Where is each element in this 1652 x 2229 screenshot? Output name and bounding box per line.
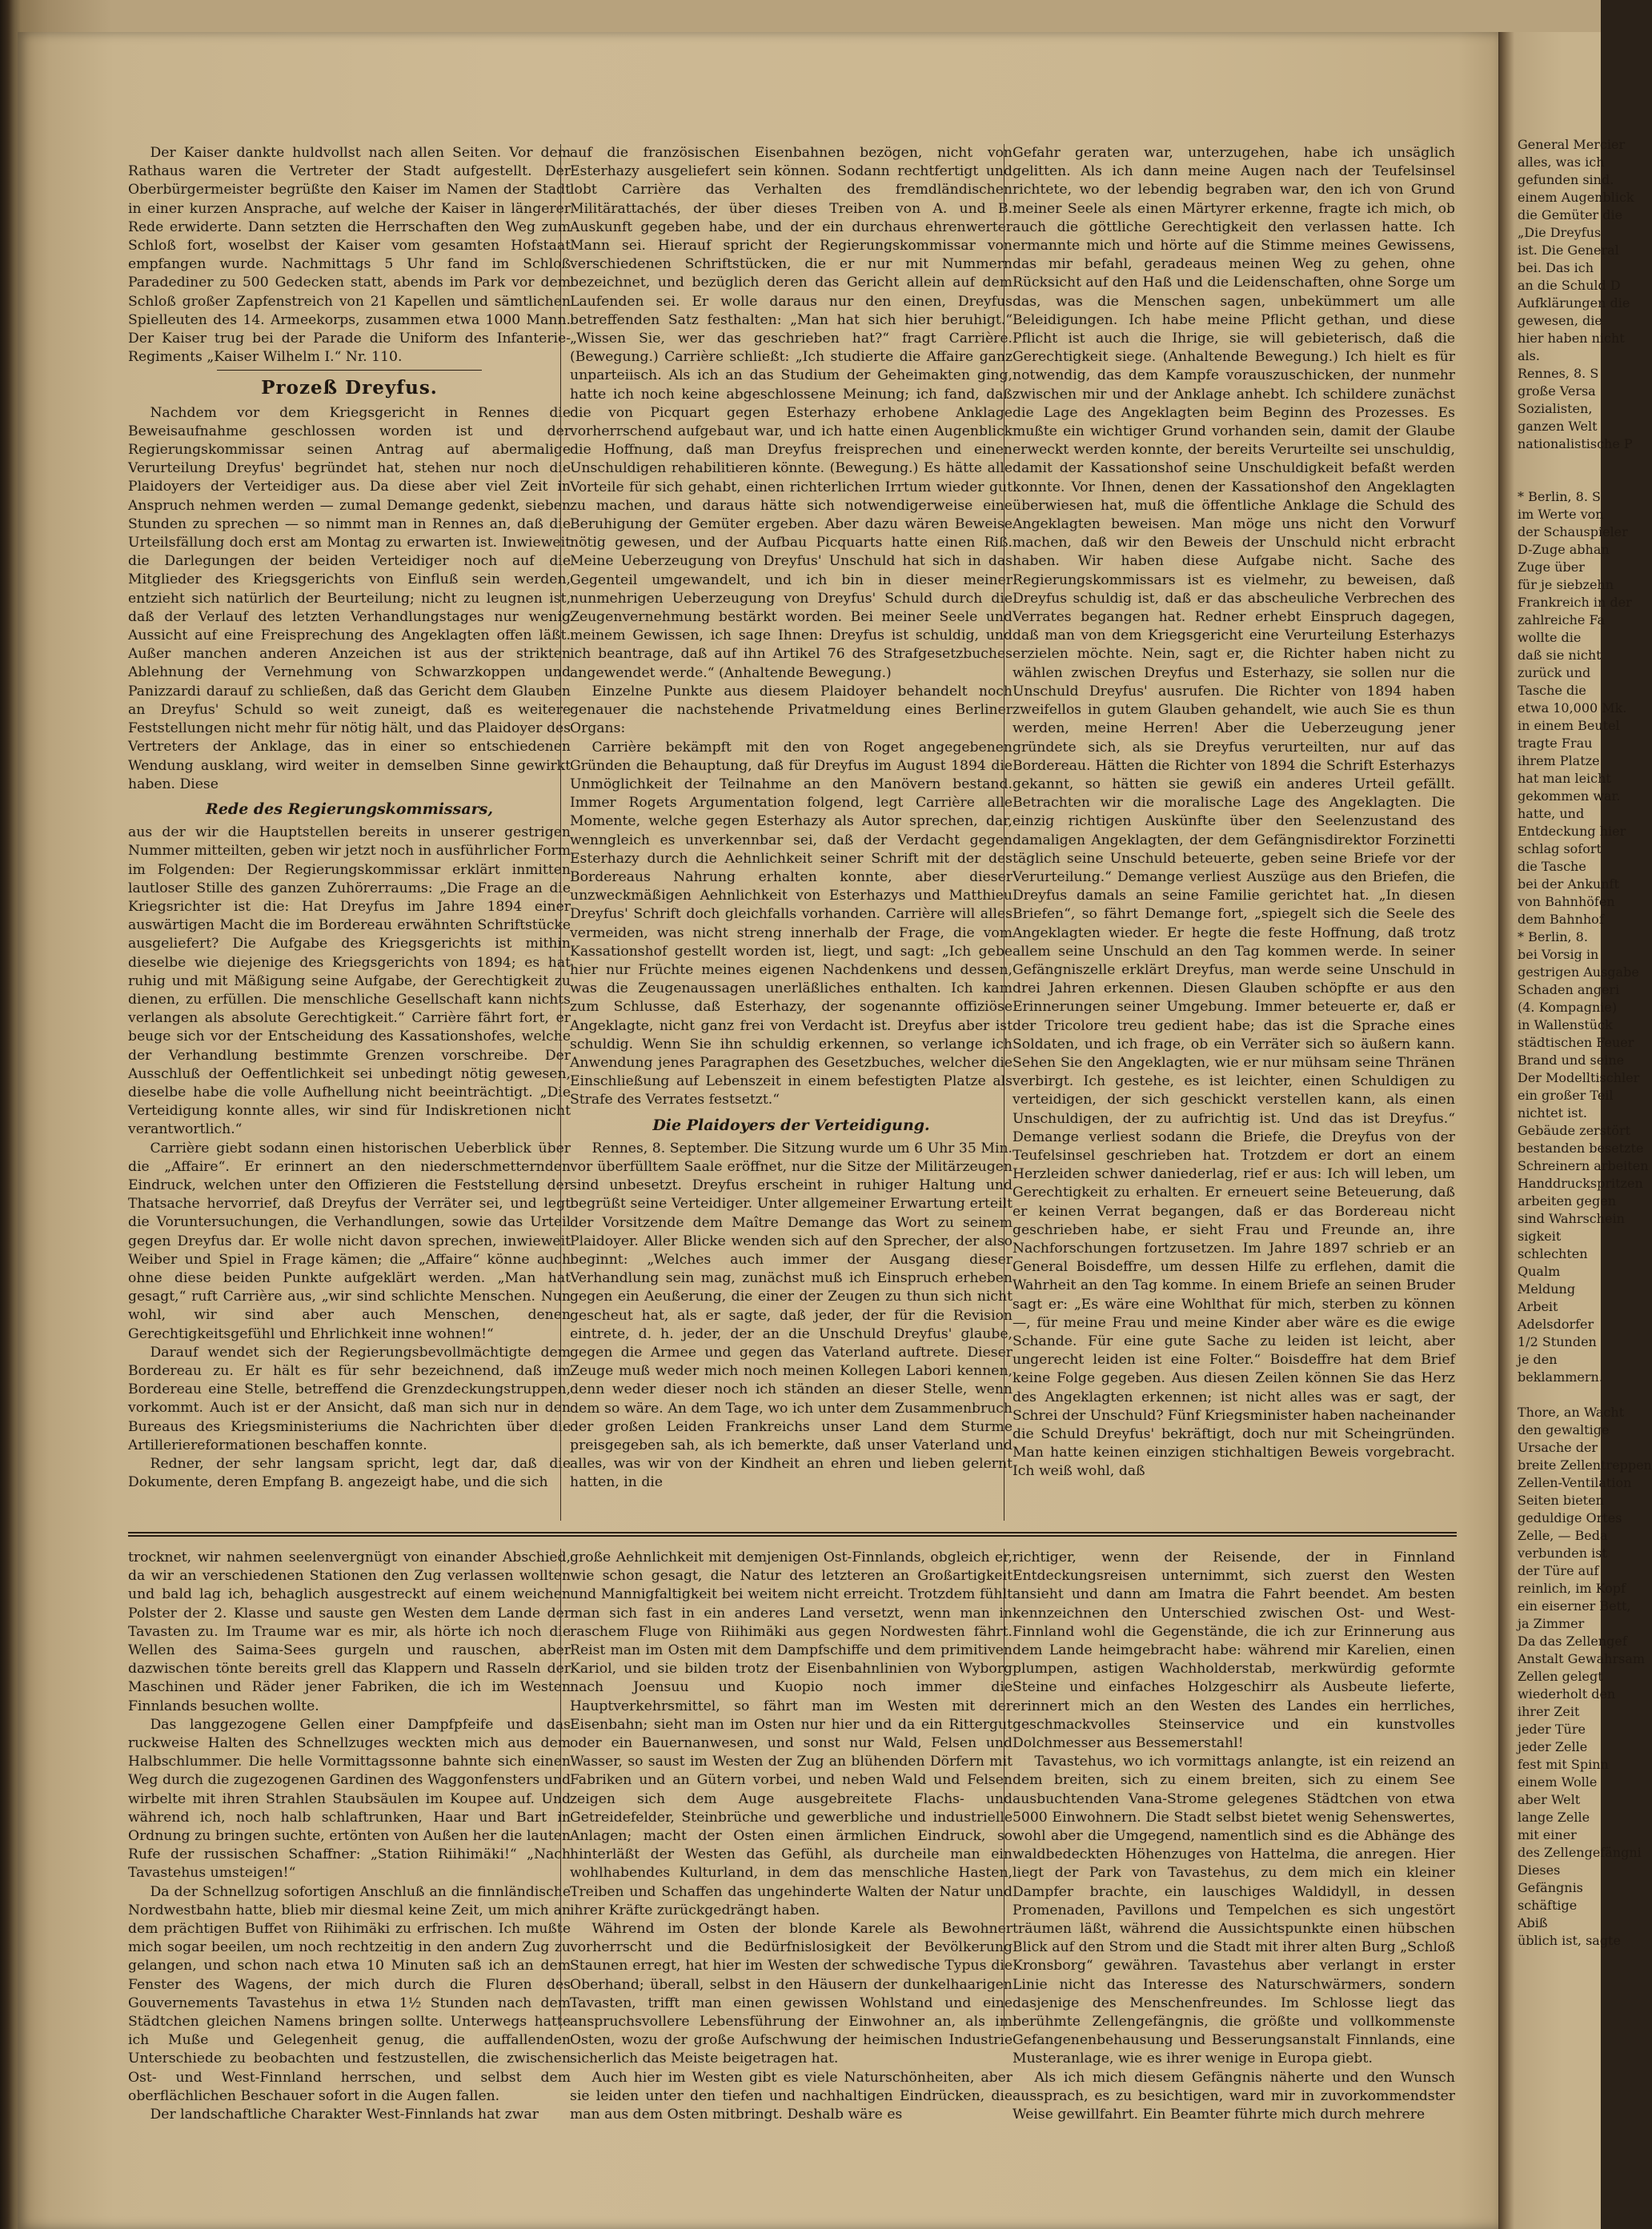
adjacent-page-line: sigkeit <box>1518 1229 1562 1244</box>
adjacent-page-line: bestanden besetzte <box>1518 1141 1644 1156</box>
adjacent-page-line: Entdeckung hier <box>1518 824 1626 839</box>
adjacent-page-line <box>1518 471 1606 488</box>
adjacent-page-line: etwa 10,000 Mk. <box>1518 700 1627 716</box>
feuilleton-paragraph: richtiger, wenn der Reisende, der in Finnland Entdeckungsreisen unternimmt, sich zuerst den Westen ansieht und dann am Imatra die Fahrt beendet. Am besten kennzeichnen den Unterschied zwischen Ost- und West-Finnland wohl die Gegenstände, die ich zur Erinnerung aus dem Lande heimgebracht habe: während mir Karelien, einen plumpen, astigen Wachholderstab, merkwürdig geformte Steine und einfaches Holzgeschirr als Ausbeute lieferte, erinnert mich an den Westen des Landes ein herrliches, geschmackvolles Steinservice und ein kunstvolles Dolchmesser aus Bessemerstahl! <box>1012 1549 1455 1752</box>
adjacent-page-line: hier haben nicht <box>1518 331 1625 346</box>
adjacent-page-line: für je siebzehn <box>1518 577 1614 592</box>
adjacent-page-line: General Mercier <box>1518 137 1626 152</box>
adjacent-page-line: schäftige <box>1518 1898 1578 1913</box>
adjacent-page-line: üblich ist, sagte <box>1518 1933 1621 1948</box>
adjacent-page-line: mit einer <box>1518 1827 1577 1842</box>
adjacent-page-line: ihrem Platze <box>1518 753 1600 768</box>
adjacent-page-line: wollte die <box>1518 630 1582 645</box>
adjacent-page-line: Thore, an Wacht <box>1518 1405 1625 1420</box>
article-paragraph: Einzelne Punkte aus diesem Plaidoyer behandelt noch genauer die nachstehende Privatmeldung eines Berliner Organs: <box>570 683 1012 737</box>
adjacent-page-line: in Wallenstück <box>1518 1017 1613 1032</box>
adjacent-page-line: ein großer Teil <box>1518 1088 1614 1103</box>
adjacent-page-line: 1/2 Stunden <box>1518 1334 1597 1349</box>
adjacent-page-line: die Tasche <box>1518 859 1586 874</box>
feuilleton-column-1 <box>128 1549 571 2124</box>
feuilleton-paragraph: Da der Schnellzug sofortigen Anschluß an die finnländische Nordwestbahn hatte, blieb mir diesmal keine Zeit, um mich an dem prächtigen Buffet von Riihimäki zu erfrischen. Ich mußte mich sogar beeilen, um noch rechtzeitig in den andern Zug zu gelangen, und schon nach etwa 10 Minuten saß ich an dem Fenster des Wagens, der mich durch die Fluren des Gouvernements Tavastehus in etwa 1½ Stunden nach dem Städtchen gleichen Namens bringen sollte. Unterwegs hatte ich Muße und Gelegenheit genug, die auffallenden Unterschiede zu beobachten und festzustellen, die zwischen Ost- und West-Finnland herrschen, und selbst dem oberflächlichen Beschauer sofort in die Augen fallen. <box>128 1883 571 2104</box>
adjacent-page-line: im Werte von <box>1518 507 1604 522</box>
column-3 <box>1012 144 1455 1481</box>
feuilleton-paragraph: Tavastehus, wo ich vormittags anlangte, ist ein reizend an dem breiten, sich zu einem breiten, sich zu einem See ausbuchtenden Vana-Strome gelegenes Städtchen von etwa 5000 Einwohnern. Die Stadt selbst bietet wenig Sehenswertes, wohl aber die Umgegend, namentlich sind es die Abhänge des waldbedeckten Höhenzuges von Hattelma, die anregen. Hier liegt der Park von Tavastehus, zu dem mich ein kleiner Dampfer brachte, ein lauschiges Waldidyll, in dessen Promenaden, Pavillons und Tempelchen es sich ungestört träumen läßt, während die Aussichtspunkte einen hübschen Blick auf den Strom und die Stadt mit ihrer alten Burg „Schloß Kronsborg“ gewähren. Tavastehus aber verlangt in erster Linie nicht das Interesse des Naturschwärmers, sondern dasjenige des Menschenfreundes. Im Schlosse liegt das berühmte Zellengefängnis, die größte und vollkommenste Gefangenenbehausung und Besserungsanstalt Finnlands, eine Musteranlage, wie es ihrer wenige in Europa giebt. <box>1012 1754 1455 2067</box>
adjacent-page-line: Schaden angeri <box>1518 982 1620 997</box>
column-2 <box>570 144 1012 1493</box>
adjacent-page-line: ganzen Welt <box>1518 419 1598 434</box>
adjacent-page-line: Der Modelltischler <box>1518 1070 1640 1085</box>
adjacent-page-line: geduldige Ortes <box>1518 1510 1622 1525</box>
article-paragraph: Gefahr geraten war, unterzugehen, habe ich unsäglich gelitten. Als ich dann meine Augen nach der Teufelsinsel richtete, wo der lebendig begraben war, den ich von Grund meiner Seele als einen Märtyrer erkenne, fragte ich mich, ob auch die göttliche Gerechtigkeit den verlassen hatte. Ich ermannte mich und hörte auf die Stimme meines Gewissens, das mir befahl, geradeaus meinen Weg zu gehen, ohne Rücksicht auf den Haß und die Leidenschaften, ohne Sorge um das, was die Menschen sagen, unbekümmert um alle Beleidigungen. Ich habe meine Pflicht gethan, und diese Pflicht ist auch die Ihrige, sie will gebieterisch, daß die Gerechtigkeit siege. (Anhaltende Bewegung.) Ich hielt es für notwendig, das dem Kampfe vorauszuschicken, der nunmehr zwischen mir und der Anklage anhebt. Ich schildere zunächst die Lage des Angeklagten beim Beginn des Prozesses. Es mußte ein wichtiger Grund vorhanden sein, damit der Glaube erweckt werden konnte, der bereits Verurteilte sei unschuldig, damit der Kassationshof seine Unschuldigkeit befaßt werden konnte. Vor Ihnen, denen der Kassationshof den Angeklagten überwiesen hat, muß die öffentliche Anklage die Schuld des Angeklagten beweisen. Man möge uns nicht den Vorwurf machen, daß wir den Beweis der Unschuld nicht erbracht haben. Wir haben diese Aufgabe nicht. Sache des Regierungskommissars ist es vielmehr, zu beweisen, daß Dreyfus schuldig ist, daß er das abscheuliche Verbrechen des Verrates begangen hat. Redner erhebt Einspruch dagegen, daß man von dem Kriegsgericht eine Verurteilung Esterhazys erzielen möchte. Nein, sagt er, die Richter haben nicht zu wählen zwischen Dreyfus und Esterhazy, sie sollen nur die Unschuld Dreyfus' ausrufen. Die Richter von 1894 haben zweifellos in gutem Glauben gehandelt, wie auch Sie es thun werden, meine Herren! Aber die Ueberzeugung jener gründete sich, als sie Dreyfus verurteilten, nur auf das Bordereau. Hätten die Richter von 1894 die Schrift Esterhazys gekannt, so hätten sie gewiß ein anderes Urteil gefällt. Betrachten wir die moralische Lage des Angeklagten. Die einzig richtigen Auskünfte über den Seelenzustand des damaligen Angeklagten, der dem Gefängnisdirektor Forzinetti täglich seine Unschuld beteuerte, geben seine Briefe vor der Verurteilung.“ Demange verliest Auszüge aus den Briefen, die Dreyfus damals an seine Familie gerichtet hat. „In diesen Briefen“, so fährt Demange fort, „spiegelt sich die Seele des Angeklagten wieder. Er hegte die feste Hoffnung, daß trotz allem seine Unschuld an den Tag kommen werde. In seiner Gefängniszelle erklärt Dreyfus, man werde seine Unschuld in drei Jahren erkennen. Diesen Glauben schöpfte er aus den Erinnerungen seiner Umgebung. Immer beteuerte er, daß er der Tricolore treu gedient habe; das ist die Sprache eines Soldaten, und ich frage, ob ein Verräter sich so äußern kann. Sehen Sie den Angeklagten, wie er nur mühsam seine Thränen verbirgt. Ich gestehe, es ist leichter, einen Schuldigen zu verteidigen, der sich geschickt verstellen kann, als einen Unschuldigen, der zu aufrichtig ist. Und das ist Dreyfus.“ Demange verliest sodann die Briefe, die Dreyfus von der Teufelsinsel geschrieben hat. Trotzdem er dort an einem Herzleiden schwer daniederlag, rief er aus: Ich will leben, um Gerechtigkeit zu erhalten. Er erneuert seine Beteuerung, daß er keinen Verrat begangen, daß er das Bordereau nicht geschrieben habe, er sieht Frau und Freunde an, ihre Nachforschungen fortzusetzen. Im Jahre 1897 schrieb er an General Boisdeffre, um dessen Hilfe zu erflehen, damit die Wahrheit an den Tag komme. In einem Briefe an seinen Bruder sagt er: „Es wäre eine Wohlthat für mich, sterben zu können —, für meine Frau und meine Kinder aber wäre es die ewige Schande. Für eine gute Sache zu leiden ist leicht, aber ungerecht leiden ist eine Folter.“ Boisdeffre hat dem Brief keine Folge gegeben. Aus diesen Zeilen können Sie das Herz des Angeklagten erkennen; ist nicht alles was er sagt, der Schrei der Unschuld? Fünf Kriegsminister haben nacheinander die Schuld Dreyfus' bekräftigt, doch nur mit Scheingründen. Man hatte keinen einzigen stichhaltigen Beweis vorgebracht. Ich weiß wohl, daß <box>1012 145 1455 1480</box>
adjacent-page-line: lange Zelle <box>1518 1810 1590 1825</box>
newspaper-page <box>18 32 1498 2229</box>
adjacent-page-line: ein eiserner Bett, <box>1518 1598 1631 1614</box>
adjacent-page-line: verbunden ist <box>1518 1545 1607 1561</box>
column-1 <box>128 144 571 1492</box>
adjacent-page-line: Zuge über <box>1518 559 1585 575</box>
adjacent-page-line: Handdruckspritzen <box>1518 1176 1643 1191</box>
article-paragraph: Carrière giebt sodann einen historischen Ueberblick über die „Affaire“. Er erinnert an den niederschmetternden Eindruck, welchen unter den Offizieren die Feststellung der Thatsache hervorrief, daß Dreyfus der Verräter sei, und legt die Voruntersuchungen, die Verhandlungen, sowie das Urteil gegen Dreyfus dar. Er wolle nicht davon sprechen, inwieweit Weiber und Spiel in Frage kämen; die „Affaire“ könne auch ohne diese beiden Punkte aufgeklärt werden. „Man hat gesagt,“ ruft Carrière aus, „wir sind schlichte Menschen. Nun wohl, wir sind aber auch Menschen, denen Gerechtigkeitsgefühl und Ehrlichkeit inne wohnen!“ <box>128 1140 571 1342</box>
adjacent-page-line: Zellen gelegt <box>1518 1669 1603 1684</box>
adjacent-page-line: Gebäude zerstört <box>1518 1123 1631 1138</box>
feuilleton-paragraph: große Aehnlichkeit mit demjenigen Ost-Finnlands, obgleich er, wie schon gesagt, die Natur des letzteren an Großartigkeit und Mannigfaltigkeit bei weitem nicht erreicht. Trotzdem fühlt man sich fast in ein anderes Land versetzt, wenn man in raschem Fluge von Riihimäki aus gegen Nordwesten fährt. Reist man im Osten mit dem Dampfschiffe und dem primitiven Kariol, und sie bilden trotz der Eisenbahnlinien von Wyborg nach Joensuu und Kuopio noch immer die Hauptverkehrsmittel, so fährt man im Westen mit der Eisenbahn; sieht man im Osten nur hier und da ein Rittergut oder ein Bauernanwesen, und sonst nur Wald, Felsen und Wasser, so saust im Westen der Zug an blühenden Dörfern mit Fabriken und an Gütern vorbei, und neben Wald und Felsen zeigen sich dem Auge ausgebreitete Flachs- und Getreidefelder, Steinbrüche und gewerbliche und industrielle Anlagen; macht der Osten einen ärmlichen Eindruck, so hinterläßt der Westen das Gefühl, als durcheile man ein wohlhabendes Kulturland, in dem das menschliche Hasten, Treiben und Schaffen das ungehinderte Walten der Natur und ihrer Kräfte zurückgedrängt haben. <box>570 1549 1012 1918</box>
adjacent-page-line: reinlich, im Kopf <box>1518 1581 1626 1596</box>
section-divider <box>217 370 483 371</box>
adjacent-page-line: gewesen, die <box>1518 313 1602 328</box>
feuilleton-divider <box>128 1532 1457 1537</box>
adjacent-page-line: dem Bahnhof <box>1518 912 1604 927</box>
adjacent-page-line: bei. Das ich <box>1518 260 1594 275</box>
adjacent-page-line: hatte, und <box>1518 806 1585 821</box>
adjacent-page-line: als. <box>1518 348 1540 363</box>
adjacent-page-line: bei Vorsig in <box>1518 947 1599 962</box>
adjacent-page-line: schlag sofort <box>1518 841 1602 856</box>
adjacent-page-line: fest mit Spinn <box>1518 1757 1609 1772</box>
adjacent-page-line: jeder Zelle <box>1518 1739 1588 1754</box>
adjacent-page-line: beklammern. <box>1518 1369 1603 1385</box>
adjacent-page-line: Zellen-Ventilation <box>1518 1475 1632 1490</box>
adjacent-page-line: gekommen war. <box>1518 788 1621 804</box>
adjacent-page-line: „Die Dreyfus <box>1518 225 1602 240</box>
adjacent-page-line: * Berlin, 8. <box>1518 929 1588 944</box>
article-paragraph: Carrière bekämpft mit den von Roget angegebenen Gründen die Behauptung, daß für Dreyfus im August 1894 die Unmöglichkeit der Teilnahme an den Manövern bestand. Immer Rogets Argumentation folgend, legt Carrière alle Momente, welche gegen Esterhazy als Autor sprechen, dar, wenngleich es unverkennbar sei, daß der Verdacht gegen Esterhazy durch die Aehnlichkeit seiner Schrift mit der des Bordereaus Nahrung erhalten konnte, aber dieser unzweckmäßigen Aehnlichkeit von Esterhazys und Matthieu Dreyfus' Schrift doch gleichfalls vorhanden. Carrière will alles vermeiden, was nicht streng innerhalb der Frage, die vom Kassationshof gestellt worden ist, liegt, und sagt: „Ich gebe hier nur Früchte meines eigenen Nachdenkens und dessen, was die Zeugenaussagen unerläßliches enthalten. Ich kam zum Schlusse, daß Esterhazy, der sogenannte offiziöse Angeklagte, nicht ganz frei von Verdacht ist. Dreyfus aber ist schuldig. Wenn Sie ihn schuldig erkennen, so verlange ich Anwendung jenes Paragraphen des Gesetzbuches, welcher die Einschließung auf Lebenszeit in einem befestigten Platze als Strafe des Verrates festsetzt.“ <box>570 739 1012 1108</box>
adjacent-page-line: an die Schuld D <box>1518 278 1621 293</box>
adjacent-page-line: * Berlin, 8. S <box>1518 489 1601 504</box>
adjacent-page-line: zurück und <box>1518 665 1591 680</box>
adjacent-page-line: gestrigen Ausgabe <box>1518 964 1639 980</box>
adjacent-page-line: tragte Frau <box>1518 736 1593 751</box>
adjacent-page-line: städtischen Feuer <box>1518 1035 1634 1050</box>
adjacent-page-line: Gefängnis <box>1518 1880 1583 1895</box>
adjacent-page-line: Ursache der <box>1518 1440 1598 1455</box>
adjacent-page-line: ja Zimmer <box>1518 1616 1585 1631</box>
adjacent-page-line: Da das Zellengef <box>1518 1634 1627 1649</box>
column-rule <box>560 1549 561 2029</box>
adjacent-page-line: Frankreich in der <box>1518 595 1632 610</box>
adjacent-page-line: einem Wolle <box>1518 1774 1598 1790</box>
feuilleton-column-3 <box>1012 1549 1455 2124</box>
adjacent-page-line: Brand und seine <box>1518 1052 1625 1068</box>
adjacent-page-line: gefunden sind. <box>1518 172 1614 187</box>
adjacent-page-line: aber Welt <box>1518 1792 1581 1807</box>
adjacent-page-line: Arbeit <box>1518 1299 1558 1314</box>
adjacent-page-line: ihrer Zeit <box>1518 1704 1580 1719</box>
adjacent-page-line: Tasche die <box>1518 683 1586 698</box>
article-paragraph: Rennes, 8. September. Die Sitzung wurde um 6 Uhr 35 Min. vor überfülltem Saale eröffnet, nur die Sitze der Militärzeugen sind unbesetzt. Dreyfus erscheint in ruhiger Haltung und begrüßt seine Verteidiger. Unter allgemeiner Erwartung erteilt der Vorsitzende dem Maître Demange das Wort zu seinem Plaidoyer. Aller Blicke wenden sich auf den Sprecher, der also beginnt: „Welches auch immer der Ausgang dieser Verhandlung sein mag, zunächst muß ich Einspruch erheben gegen ein Aeußerung, die einer der Zeugen zu thun sich nicht gescheut hat, als er sagte, daß jeder, der für die Revision eintrete, d. h. jeder, der an die Unschuld Dreyfus' glaube, gegen die Armee und gegen das Vaterland auftrete. Dieser Zeuge muß weder mich noch meinen Kollegen Labori kennen, denn weder dieser noch ich ständen an dieser Stelle, wenn dem so wäre. An dem Tage, wo ich unter dem Zusammenbruch der großen Leiden Frankreichs unser Land dem Sturme preisgegeben sah, als ich bemerkte, daß unser Vaterland und alles, was wir von der Kindheit an ehren und lieben gelernt hatten, in die <box>570 1140 1012 1491</box>
feuilleton-paragraph: Der landschaftliche Charakter West-Finnlands hat zwar <box>150 2107 539 2123</box>
adjacent-page-line: Zelle, — Beda <box>1518 1528 1608 1543</box>
article-paragraph: aus der wir die Hauptstellen bereits in unserer gestrigen Nummer mitteilten, geben wir jetzt noch in ausführlicher Form im Folgenden: Der Regierungskommissar erklärt inmitten lautloser Stille des ganzen Zuhörerraums: „Die Frage an die Kriegsrichter ist die: Hat Dreyfus im Jahre 1894 einer auswärtigen Macht die im Bordereau erwähnten Schriftstücke ausgeliefert? Die Aufgabe des Kriegsgerichts ist mithin dieselbe wie diejenige des Kriegsgerichts von 1894; es hat ruhig und mit Mäßigung seine Aufgabe, der Gerechtigkeit zu dienen, zu erfüllen. Die menschliche Gesellschaft kann nichts verlangen als absolute Gerechtigkeit.“ Carrière fährt fort, er beuge sich vor der Entscheidung des Kassationshofes, welche der Verhandlung bestimmte Grenzen vorschreibe. Der Ausschluß der Oeffentlichkeit sei unbedingt nötig gewesen, dieselbe habe die volle Aufhellung nicht beeinträchtigt. „Die Verteidigung konnte alles, wir sind für Indiskretionen nicht verantwortlich.“ <box>128 824 571 1138</box>
article-paragraph: Nachdem vor dem Kriegsgericht in Rennes die Beweisaufnahme geschlossen worden ist und der Regierungskommissar seinen Antrag auf abermalige Verurteilung Dreyfus' begründet hat, stehen nur noch die Plaidoyers der Verteidiger aus. Da diese aber viel Zeit in Anspruch nehmen werden — zumal Demange gedenkt, sieben Stunden zu sprechen — so nimmt man in Rennes an, daß die Urteilsfällung doch erst am Montag zu erwarten ist. Inwieweit die Darlegungen der beiden Verteidiger noch auf die Mitglieder des Kriegsgerichts von Einfluß sein werden, entzieht sich natürlich der Beurteilung; nicht zu leugnen ist, daß der Verlauf des letzten Verhandlungstages nur wenig Aussicht auf eine Freisprechung des Angeklagten offen läßt. Außer manchen anderen Anzeichen ist aus der strikten Ablehnung der Vernehmung von Schwarzkoppen und Panizzardi darauf zu schließen, daß das Gericht dem Glauben an Dreyfus' Schuld so weit zuneigt, daß es weitere Feststellungen nicht mehr für nötig hält, und das Plaidoyer des Vertreters der Anklage, das in einer so entschiedenen Wendung ausklang, wird weiter in demselben Sinne gewirkt haben. Diese <box>128 404 571 792</box>
adjacent-page-line: Dieses <box>1518 1862 1561 1878</box>
adjacent-page-line: Sozialisten, <box>1518 401 1593 416</box>
adjacent-page-line: Adelsdorfer <box>1518 1317 1594 1332</box>
adjacent-page-line: zahlreiche Fa <box>1518 612 1605 627</box>
intro-paragraph: Der Kaiser dankte huldvollst nach allen Seiten. Vor dem Rathaus waren die Vertreter der Stadt aufgestellt. Der Oberbürgermeister begrüßte den Kaiser im Namen der Stadt in einer kurzen Ansprache, auf welche der Kaiser in längerer Rede erwiderte. Dann setzten die Herrschaften den Weg zum Schloß fort, woselbst der Kaiser vom gesamten Hofstaat empfangen wurde. Nachmittags 5 Uhr fand im Schloß Paradediner zu 500 Gedecken statt, abends im Park vor dem Schloß großer Zapfenstreich von 21 Kapellen und sämtlichen Spielleuten des 14. Armeekorps, zusammen etwa 1000 Mann. Der Kaiser trug bei der Parade die Uniform des Infanterie-Regiments „Kaiser Wilhelm I.“ Nr. 110. <box>128 145 571 366</box>
adjacent-page-line: hat man leicht <box>1518 771 1611 786</box>
adjacent-page-line: den gewaltige <box>1518 1422 1610 1437</box>
adjacent-page-line: der Schauspieler <box>1518 524 1628 539</box>
article-paragraph: Darauf wendet sich der Regierungsbevollmächtigte dem Bordereau zu. Er hält es für sehr bezeichnend, daß im Bordereau eine Stelle, betreffend die Grenzdeckungstruppen, vorkommt. Auch ist er der Ansicht, daß man sich nur in den Bureaus des Kriegsministeriums die Nachrichten über die Artilleriereformationen beschaffen konnte. <box>128 1344 571 1453</box>
adjacent-page-line: D-Zuge abhan <box>1518 542 1610 557</box>
adjacent-page-line <box>1518 453 1606 471</box>
adjacent-page-line: Aufklärungen die <box>1518 295 1630 311</box>
adjacent-page-text <box>1518 136 1652 1950</box>
adjacent-page-line: Seiten bieten <box>1518 1493 1604 1508</box>
adjacent-page-line: Anstalt Gewahrsam <box>1518 1651 1646 1666</box>
adjacent-page-line: alles, was ich <box>1518 154 1605 170</box>
adjacent-page-line: einem Augenblick <box>1518 190 1634 205</box>
adjacent-page-line: sind Wahrschein <box>1518 1211 1625 1226</box>
adjacent-page-line: Schreinern arbeiten <box>1518 1158 1649 1173</box>
feuilleton-paragraph: Während im Osten der blonde Karele als Bewohner vorherrscht und die Bedürfnislosigkeit der Bevölkerung Staunen erregt, hat hier im Westen der schwedische Typus die Oberhand; überall, selbst in den Häusern der dunkelhaarigen Tavasten, trifft man einen gewissen Wohlstand und eine anspruchsvollere Lebensführung der Einwohner an, als im Osten, wozu der große Aufschwung der heimischen Industrie sicherlich das Meiste beigetragen hat. <box>570 1921 1012 2067</box>
feuilleton-paragraph: Das langgezogene Gellen einer Dampfpfeife und das ruckweise Halten des Schnellzuges weckten mich aus dem Halbschlummer. Die helle Vormittagssonne bahnte sich einen Weg durch die zugezogenen Gardinen des Waggonfensters und wirbelte mit ihren Strahlen Staubsäulen im Koupee auf. Und während ich, noch halb schlaftrunken, Haar und Bart in Ordnung zu bringen suchte, ertönten von Außen her die lauten Rufe der russischen Schaffner: „Station Riihimäki!“ „Nach Tavastehus umsteigen!“ <box>128 1716 571 1882</box>
adjacent-page-line: schlechten <box>1518 1246 1588 1261</box>
feuilleton-column-2 <box>570 1549 1012 2124</box>
adjacent-page-edge <box>1498 32 1652 2229</box>
adjacent-page-line: Meldung <box>1518 1281 1576 1297</box>
adjacent-page-line: jeder Türe <box>1518 1722 1586 1737</box>
adjacent-page-line: Qualm <box>1518 1264 1561 1279</box>
adjacent-page-line <box>1518 1386 1606 1404</box>
adjacent-page-line: wiederholt den <box>1518 1686 1616 1702</box>
adjacent-page-line: Abiß <box>1518 1915 1548 1930</box>
adjacent-page-line: nationalistische P <box>1518 436 1633 451</box>
adjacent-page-line: arbeiten gegen <box>1518 1193 1617 1209</box>
adjacent-page-line: in einem Beutel <box>1518 718 1620 733</box>
article-paragraph: auf die französischen Eisenbahnen bezögen, nicht von Esterhazy ausgeliefert sein können. Sodann rechtfertigt und lobt Carrière das Verhalten des fremdländischen Militärattachés, der über dieses Treiben von A. und B. Auskunft gegeben habe, und der ein durchaus ehrenwerter Mann sei. Hierauf spricht der Regierungskommissar von verschiedenen Schriftstücken, die er nur mit Nummern bezeichnet, und bezüglich deren das Gericht allein auf dem Laufenden sei. Er wolle daraus nur den einen, Dreyfus betreffenden Satz festhalten: „Man hat sich hier beruhigt.“ „Wissen Sie, wer das geschrieben hat?“ fragt Carrière. (Bewegung.) Carrière schließt: „Ich studierte die Affaire ganz unparteiisch. Als ich an das Studium der Geheimakten ging, hatte ich noch keine abgeschlossene Meinung; ich fand, daß die von Picquart gegen Esterhazy erhobene Anklage vorherrschend aufgebaut war, und ich hatte einen Augenblick die Hoffnung, daß man Dreyfus freisprechen und einen Unschuldigen rehabilitieren könnte. (Bewegung.) Es hätte alle Vorteile für sich gehabt, einen richterlichen Irrtum wieder gut zu machen, und daraus hätte sich notwendigerweise eine Beruhigung der Gemüter ergeben. Aber dazu wären Beweise nötig gewesen, und der Aufbau Picquarts hatte einen Riß. Meine Ueberzeugung von Dreyfus' Unschuld hat sich in das Gegenteil umgewandelt, und ich bin in dieser meiner nunmehrigen Ueberzeugung von Dreyfus' Schuld durch die Zeugenvernehmung bestärkt worden. Bei meiner Seele und meinem Gewissen, ich sage Ihnen: Dreyfus ist schuldig, und ich beantrage, daß auf ihn Artikel 76 des Strafgesetzbuches angewendet werde.“ (Anhaltende Bewegung.) <box>570 145 1012 681</box>
adjacent-page-line: je den <box>1518 1352 1558 1367</box>
adjacent-page-line: von Bahnhöfen <box>1518 894 1615 909</box>
adjacent-page-line: (4. Kompagnie) <box>1518 1000 1618 1015</box>
adjacent-page-line: die Gemüter die <box>1518 207 1623 222</box>
feuilleton-paragraph: trocknet, wir nahmen seelenvergnügt von einander Abschied, da wir an verschiedenen Stationen den Zug verlassen wollten und bald lag ich, behaglich ausgestreckt auf einem weichen Polster der 2. Klasse und sauste gen Westen dem Lande der Tavasten zu. Im Traume war es mir, als hörte ich noch die Wellen des Saima-Sees gurgeln und rauschen, aber dazwischen tönte bereits grell das Klappern und Rasseln der Maschinen und Räder jener Fabriken, die ich im Westen Finnlands besuchen wollte. <box>128 1549 571 1714</box>
adjacent-page-line: Rennes, 8. S <box>1518 366 1599 381</box>
article-subheading: Rede des Regierungskommissars, <box>206 800 493 818</box>
article-title: Prozeß Dreyfus. <box>261 377 438 399</box>
adjacent-page-line: bei der Ankunft <box>1518 876 1619 892</box>
adjacent-page-line: daß sie nicht <box>1518 647 1602 663</box>
article-subheading: Die Plaidoyers der Verteidigung. <box>652 1116 930 1134</box>
column-rule <box>560 144 561 1521</box>
adjacent-page-line: nichtet ist. <box>1518 1105 1587 1121</box>
adjacent-page-line: ist. Die General <box>1518 243 1619 258</box>
feuilleton-paragraph: Als ich mich diesem Gefängnis näherte und den Wunsch aussprach, es zu besichtigen, ward mir in zuvorkommendster Weise gewillfahrt. Ein Beamter führte mich durch mehrere <box>1012 2069 1455 2123</box>
article-paragraph: Redner, der sehr langsam spricht, legt dar, daß die Dokumente, deren Empfang B. angezeigt habe, und die sich <box>128 1456 571 1491</box>
adjacent-page-line: große Versa <box>1518 383 1596 399</box>
feuilleton-paragraph: Auch hier im Westen gibt es viele Naturschönheiten, aber sie leiden unter den tiefen und nachhaltigen Eindrücken, die man aus dem Osten mitbringt. Deshalb wäre es <box>570 2069 1012 2123</box>
adjacent-page-line: der Türe auf <box>1518 1563 1599 1578</box>
adjacent-page-line: des Zellengefängni <box>1518 1845 1642 1860</box>
adjacent-page-line: breite Zellentreppen <box>1518 1457 1652 1473</box>
